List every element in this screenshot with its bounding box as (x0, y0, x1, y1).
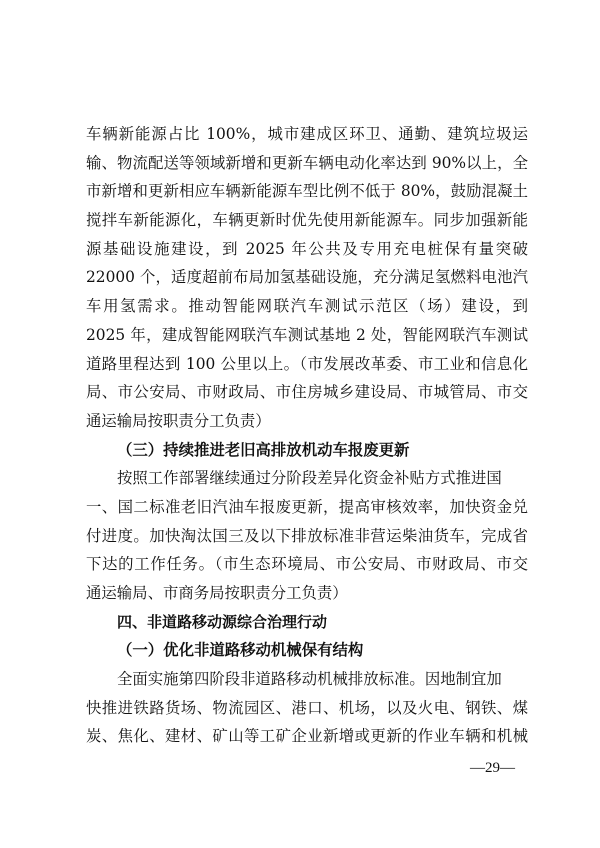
text-line-3: 市新增和更新相应车辆新能源车型比例不低于 80%，鼓励混凝土 (86, 182, 528, 201)
text-line-16: 下达的工作任务。（市生态环境局、市公安局、市财政局、市交 (86, 555, 528, 574)
text-line-17: 通运输局、市商务局按职责分工负责） (86, 584, 348, 602)
body-text (86, 120, 528, 751)
text-line-15: 付进度。加快淘汰国三及以下排放标准非营运柴油货车，完成省 (86, 526, 528, 545)
text-line-22: 炭、焦化、建材、矿山等工矿企业新增或更新的作业车辆和机械 (86, 727, 528, 746)
text-line-1: 车辆新能源占比 100%，城市建成区环卫、通勤、建筑垃圾运 (86, 125, 528, 143)
text-line-6: 22000 个，适度超前布局加氢基础设施，充分满足氢燃料电池汽 (86, 268, 528, 287)
text-line-13: 按照工作部署继续通过分阶段差异化资金补贴方式推进国 (117, 469, 502, 488)
page-number: —29— (470, 760, 515, 776)
text-line-10: 局、市公安局、市财政局、市住房城乡建设局、市城管局、市交 (86, 383, 528, 402)
text-line-2: 输、物流配送等领域新增和更新车辆电动化率达到 90%以上，全 (86, 153, 528, 172)
text-line-21: 快推进铁路货场、物流园区、港口、机场，以及火电、钢铁、煤 (86, 698, 528, 717)
section-subheading-3: （三）持续推进老旧高排放机动车报废更新 (117, 440, 410, 459)
text-line-14: 一、国二标准老旧汽油车报废更新，提高审核效率，加快资金兑 (86, 497, 528, 516)
text-line-20: 全面实施第四阶段非道路移动机械排放标准。因地制宜加 (117, 670, 502, 689)
text-line-7: 车用氢需求。推动智能网联汽车测试示范区（场）建设，到 (86, 297, 528, 316)
text-line-4: 搅拌车新能源化，车辆更新时优先使用新能源车。同步加强新能 (86, 211, 528, 230)
text-line-9: 道路里程达到 100 公里以上。（市发展改革委、市工业和信息化 (86, 354, 528, 373)
section-subheading-1: （一）优化非道路移动机械保有结构 (117, 641, 364, 660)
text-line-8: 2025 年，建成智能网联汽车测试基地 2 处，智能网联汽车测试 (86, 325, 528, 344)
text-line-5: 源基础设施建设，到 2025 年公共及专用充电桩保有量突破 (86, 239, 528, 258)
section-heading-4: 四、非道路移动源综合治理行动 (117, 612, 328, 631)
text-line-11: 通运输局按职责分工负责） (86, 411, 271, 430)
